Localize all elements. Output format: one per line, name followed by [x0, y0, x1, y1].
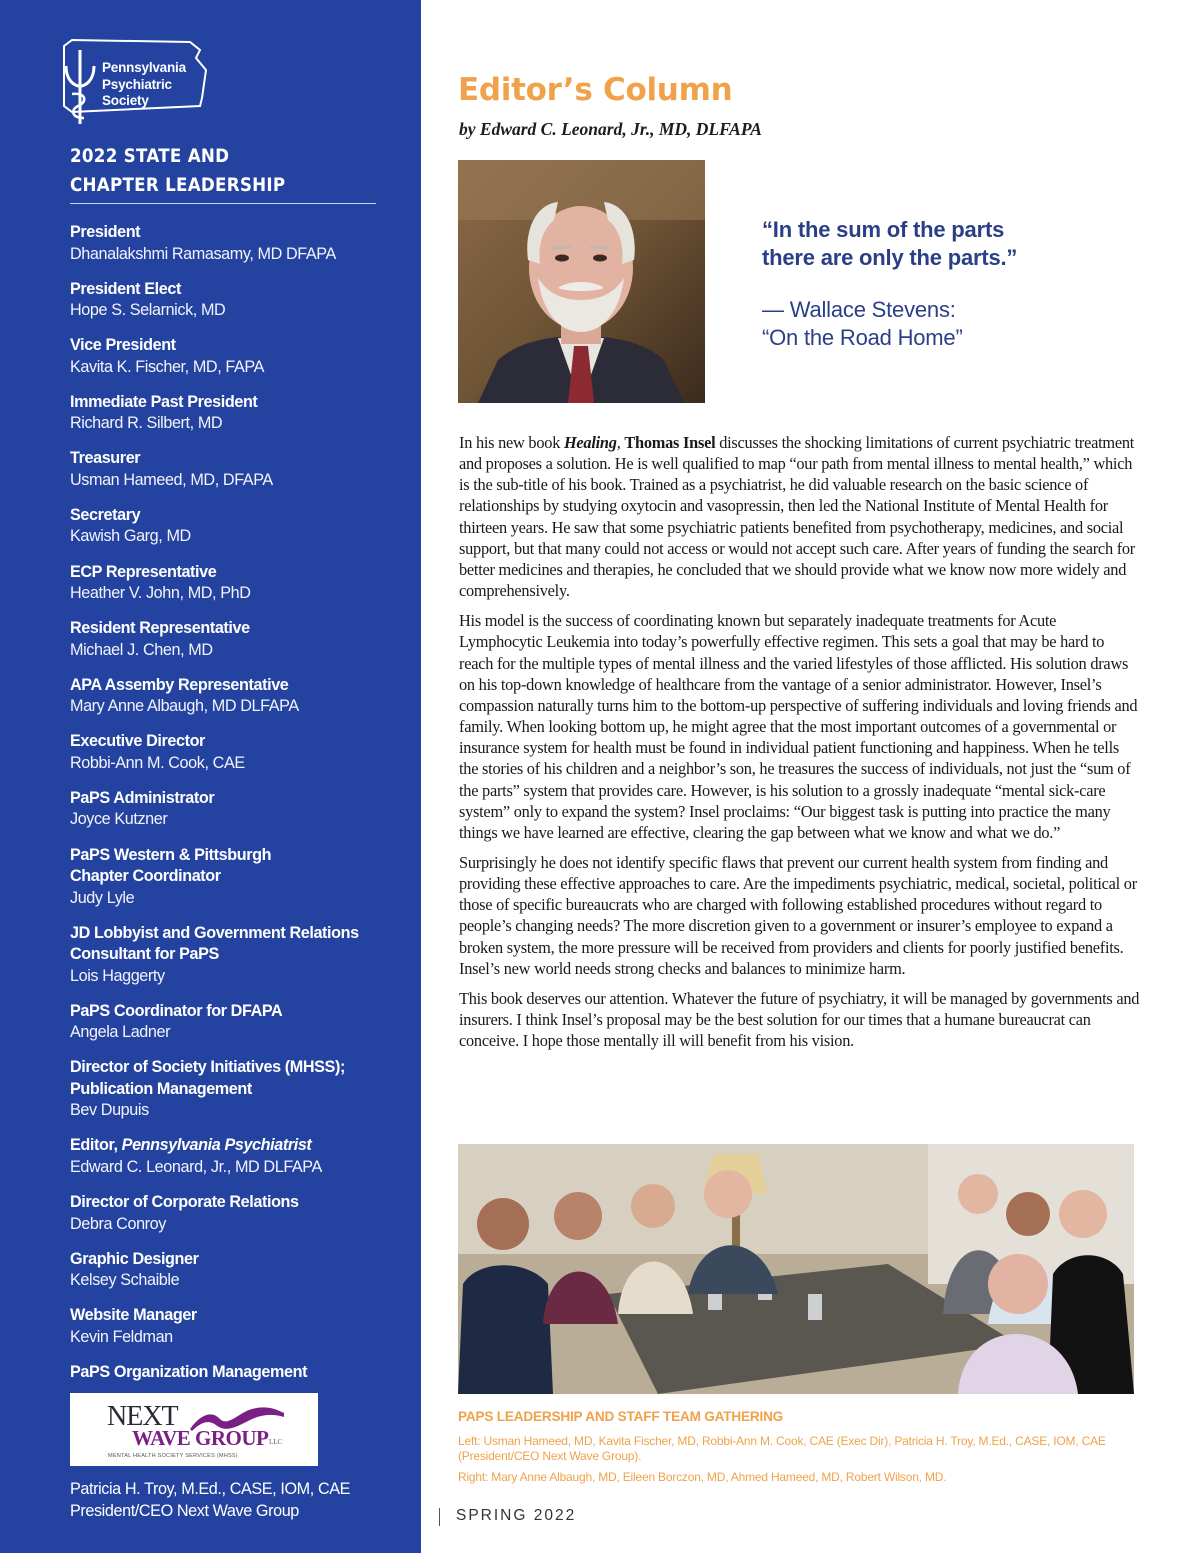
leader-item	[70, 1135, 400, 1178]
leader-role-line2: Chapter Coordinator	[70, 867, 221, 886]
article-paragraph: Surprisingly he does not identify specific flaws that prevent our current health system from finding and providing these effective approaches to care. Are the impediments psychiatric, medical, societal, political or those of specific bureaucrats who are charged with following established procedures without regard to people’s changing needs? The more discretion given to a government or insurer’s employee to expand a broken system, the more pressure will be received from providers and clients for poorly justified benefits. Insel’s new world needs strong checks and balances to minimize harm.	[459, 852, 1137, 978]
photo-caption-left: Left: Usman Hameed, MD, Kavita Fischer, MD, Robbi-Ann M. Cook, CAE (Exec Dir), Patricia H. Troy, M.Ed., CASE, IOM, CAE (President/CEO Next Wave Group).	[458, 1434, 1106, 1463]
leader-name: Judy Lyle	[70, 888, 135, 907]
article-paragraph	[459, 432, 1141, 601]
leader-role: Director of Society Initiatives (MHSS);	[70, 1058, 345, 1077]
author-portrait	[458, 160, 705, 403]
logo-line: Pennsylvania	[102, 60, 186, 75]
leader-role: Immediate Past President	[70, 392, 258, 411]
nwg-subtitle: MENTAL HEALTH SOCIETY SERVICES (MHSS)	[108, 1453, 238, 1459]
leader-item	[70, 675, 400, 718]
leader-role: Secretary	[70, 505, 141, 524]
group-photo	[458, 1144, 1134, 1394]
leader-role: Website Manager	[70, 1306, 197, 1325]
pull-quote-line: there are only the parts.”	[762, 245, 1018, 270]
leader-item	[70, 562, 400, 605]
book-title: Healing	[563, 433, 617, 452]
leader-name: Kavita K. Fischer, MD, FAPA	[70, 357, 264, 376]
leader-role: PaPS Western & Pittsburgh	[70, 845, 272, 864]
group-photo-image	[458, 1144, 1134, 1394]
leader-item	[70, 448, 400, 491]
leader-role-line2: Consultant for PaPS	[70, 945, 219, 964]
nwg-next-text: NEXT	[107, 1401, 178, 1432]
leader-item	[70, 1305, 400, 1348]
leader-item	[70, 923, 400, 988]
leader-item	[70, 335, 400, 378]
text-run: In his new book	[459, 433, 564, 452]
sidebar	[0, 0, 421, 1553]
leader-role: Graphic Designer	[70, 1249, 199, 1268]
text-run: discusses the shocking limitations of current psychiatric treatment and proposes a solution. He is well qualified to map “our path from mental illness to mental health,” which is the sub-title of his book. Trained as a psychiatrist, he did valuable research on the basic science of relationships by studying oxytocin and vasopressin, then led the National Institute of Mental Health for thirteen years. He saw that some psychiatric patients benefited from psychotherapy, medicines, and social support, but that many could not access or would not accept such care. After years of funding the search for better medicines and therapies, he concluded that we should provide what we know now more widely and comprehensively.	[459, 433, 1136, 601]
leader-item	[70, 222, 400, 265]
leader-item	[70, 1362, 400, 1384]
leader-role: APA Assemby Representative	[70, 675, 289, 694]
leader-name: Robbi-Ann M. Cook, CAE	[70, 753, 245, 772]
leader-role-prefix: Editor,	[70, 1136, 122, 1155]
byline: by Edward C. Leonard, Jr., MD, DLFAPA	[459, 119, 762, 139]
nwg-contact-name: Patricia H. Troy, M.Ed., CASE, IOM, CAE	[70, 1480, 351, 1498]
nwg-contact-title: President/CEO Next Wave Group	[70, 1501, 299, 1520]
leader-item	[70, 1249, 400, 1292]
text-run: ,	[616, 433, 625, 452]
leader-name: Kevin Feldman	[70, 1327, 173, 1346]
leader-name: Richard R. Silbert, MD	[70, 414, 223, 433]
leader-role: PaPS Organization Management	[70, 1362, 308, 1381]
logo-line: Psychiatric	[102, 76, 172, 92]
leadership-list	[70, 222, 400, 1397]
leader-item	[70, 1057, 400, 1122]
leader-role: President Elect	[70, 279, 181, 298]
logo-line: Society	[102, 93, 149, 108]
leader-name: Michael J. Chen, MD	[70, 640, 213, 659]
author-name: Thomas Insel	[624, 433, 716, 452]
leader-name: Dhanalakshmi Ramasamy, MD DFAPA	[70, 244, 336, 263]
leadership-heading-line: 2022 STATE AND	[70, 145, 230, 167]
leader-item	[70, 392, 400, 435]
article-body	[459, 432, 1141, 1060]
leader-role: Director of Corporate Relations	[70, 1193, 299, 1211]
leader-name: Mary Anne Albaugh, MD DLFAPA	[70, 697, 299, 716]
society-logo	[50, 36, 220, 126]
leadership-heading	[70, 142, 339, 200]
photo-caption-title: PAPS LEADERSHIP AND STAFF TEAM GATHERING	[458, 1409, 784, 1424]
leader-name: Angela Ladner	[70, 1023, 171, 1042]
footer-divider	[439, 1508, 440, 1526]
leader-role: Resident Representative	[70, 619, 250, 638]
leader-name: Edward C. Leonard, Jr., MD DLFAPA	[70, 1157, 322, 1176]
leader-role-line2: Publication Management	[70, 1079, 252, 1098]
leader-name: Kelsey Schaible	[70, 1271, 180, 1290]
leader-role: Vice President	[70, 336, 176, 355]
leader-name: Usman Hameed, MD, DFAPA	[70, 470, 273, 489]
portrait-image	[458, 160, 705, 403]
pull-quote	[762, 216, 1017, 272]
leader-item	[70, 788, 400, 831]
leader-role: ECP Representative	[70, 562, 217, 581]
leader-item	[70, 618, 400, 661]
leader-item	[70, 279, 400, 322]
leader-name: Bev Dupuis	[70, 1101, 149, 1120]
heading-divider	[70, 203, 376, 204]
quote-attribution-line: “On the Road Home”	[762, 325, 963, 350]
leader-name: Debra Conroy	[70, 1214, 166, 1233]
article-paragraph: This book deserves our attention. Whatever the future of psychiatry, it will be managed by governments and insurers. I think Insel’s proposal may be the best solution for our times that a humane bureaucrat can conceive. I hope those mentally ill will benefit from his vision.	[459, 988, 1140, 1051]
quote-attribution	[762, 296, 963, 352]
publication-name: Pennsylvania Psychiatrist	[121, 1136, 312, 1155]
leader-item	[70, 1001, 400, 1044]
leader-item	[70, 731, 400, 774]
logo-wordmark	[102, 60, 186, 110]
issue-label: SPRING 2022	[456, 1507, 577, 1524]
leader-role: Executive Director	[70, 732, 205, 751]
leader-role: JD Lobbyist and Government Relations	[70, 923, 359, 942]
quote-attribution-line: — Wallace Stevens:	[762, 297, 956, 322]
nwg-wave-group-text: WAVE GROUP	[132, 1426, 269, 1450]
page-title: Editor’s Column	[458, 72, 733, 108]
photo-caption-right: Right: Mary Anne Albaugh, MD, Eileen Borczon, MD, Ahmed Hameed, MD, Robert Wilson, MD.	[458, 1470, 947, 1484]
leader-role: PaPS Administrator	[70, 788, 215, 807]
leader-name: Heather V. John, MD, PhD	[70, 584, 251, 603]
leader-role: PaPS Coordinator for DFAPA	[70, 1001, 283, 1020]
leader-role: Treasurer	[70, 449, 141, 468]
leadership-heading-line: CHAPTER LEADERSHIP	[70, 174, 286, 196]
article-paragraph: His model is the success of coordinating known but separately inadequate treatments for Acute Lymphocytic Leukemia into today’s powerfully effective regimen. This sets a goal that may be hard to reach for the multiple types of mental illness and the varied lifestyles of those afflicted. His solution draws on his top-down knowledge of healthcare from the vantage of a senior administrator. However, Insel’s compassion naturally turns him to the bottom-up perspective of suffering individuals and loving friends and family. When looking bottom up, he might agree that the most important outcomes of a governmental or insurance system for health must be found in individual patient functioning and happiness. When he tells the stories of his children and a neighbor’s son, he treasures the success of individuals, not just the “sum of the parts” system that provides care. However, is his solution to a grossly inadequate “mental sick-care system” only to expand the system? Insel proclaims: “Our biggest task is putting into practice the many things we have learned are effective, clearing the gap between what we know and what we do.”	[459, 611, 1138, 842]
leader-item	[70, 505, 400, 548]
nwg-contact	[70, 1479, 350, 1522]
leader-item	[70, 1192, 400, 1235]
leader-role	[70, 1135, 400, 1157]
leader-name: Joyce Kutzner	[70, 810, 168, 829]
leader-name: Hope S. Selarnick, MD	[70, 301, 226, 320]
leader-item	[70, 845, 400, 910]
leader-name: Kawish Garg, MD	[70, 527, 191, 546]
next-wave-group-logo	[70, 1393, 318, 1466]
pull-quote-line: “In the sum of the parts	[762, 217, 1005, 242]
nwg-llc-text: LLC	[269, 1438, 283, 1446]
leader-name: Lois Haggerty	[70, 966, 165, 985]
leader-role: President	[70, 223, 141, 241]
